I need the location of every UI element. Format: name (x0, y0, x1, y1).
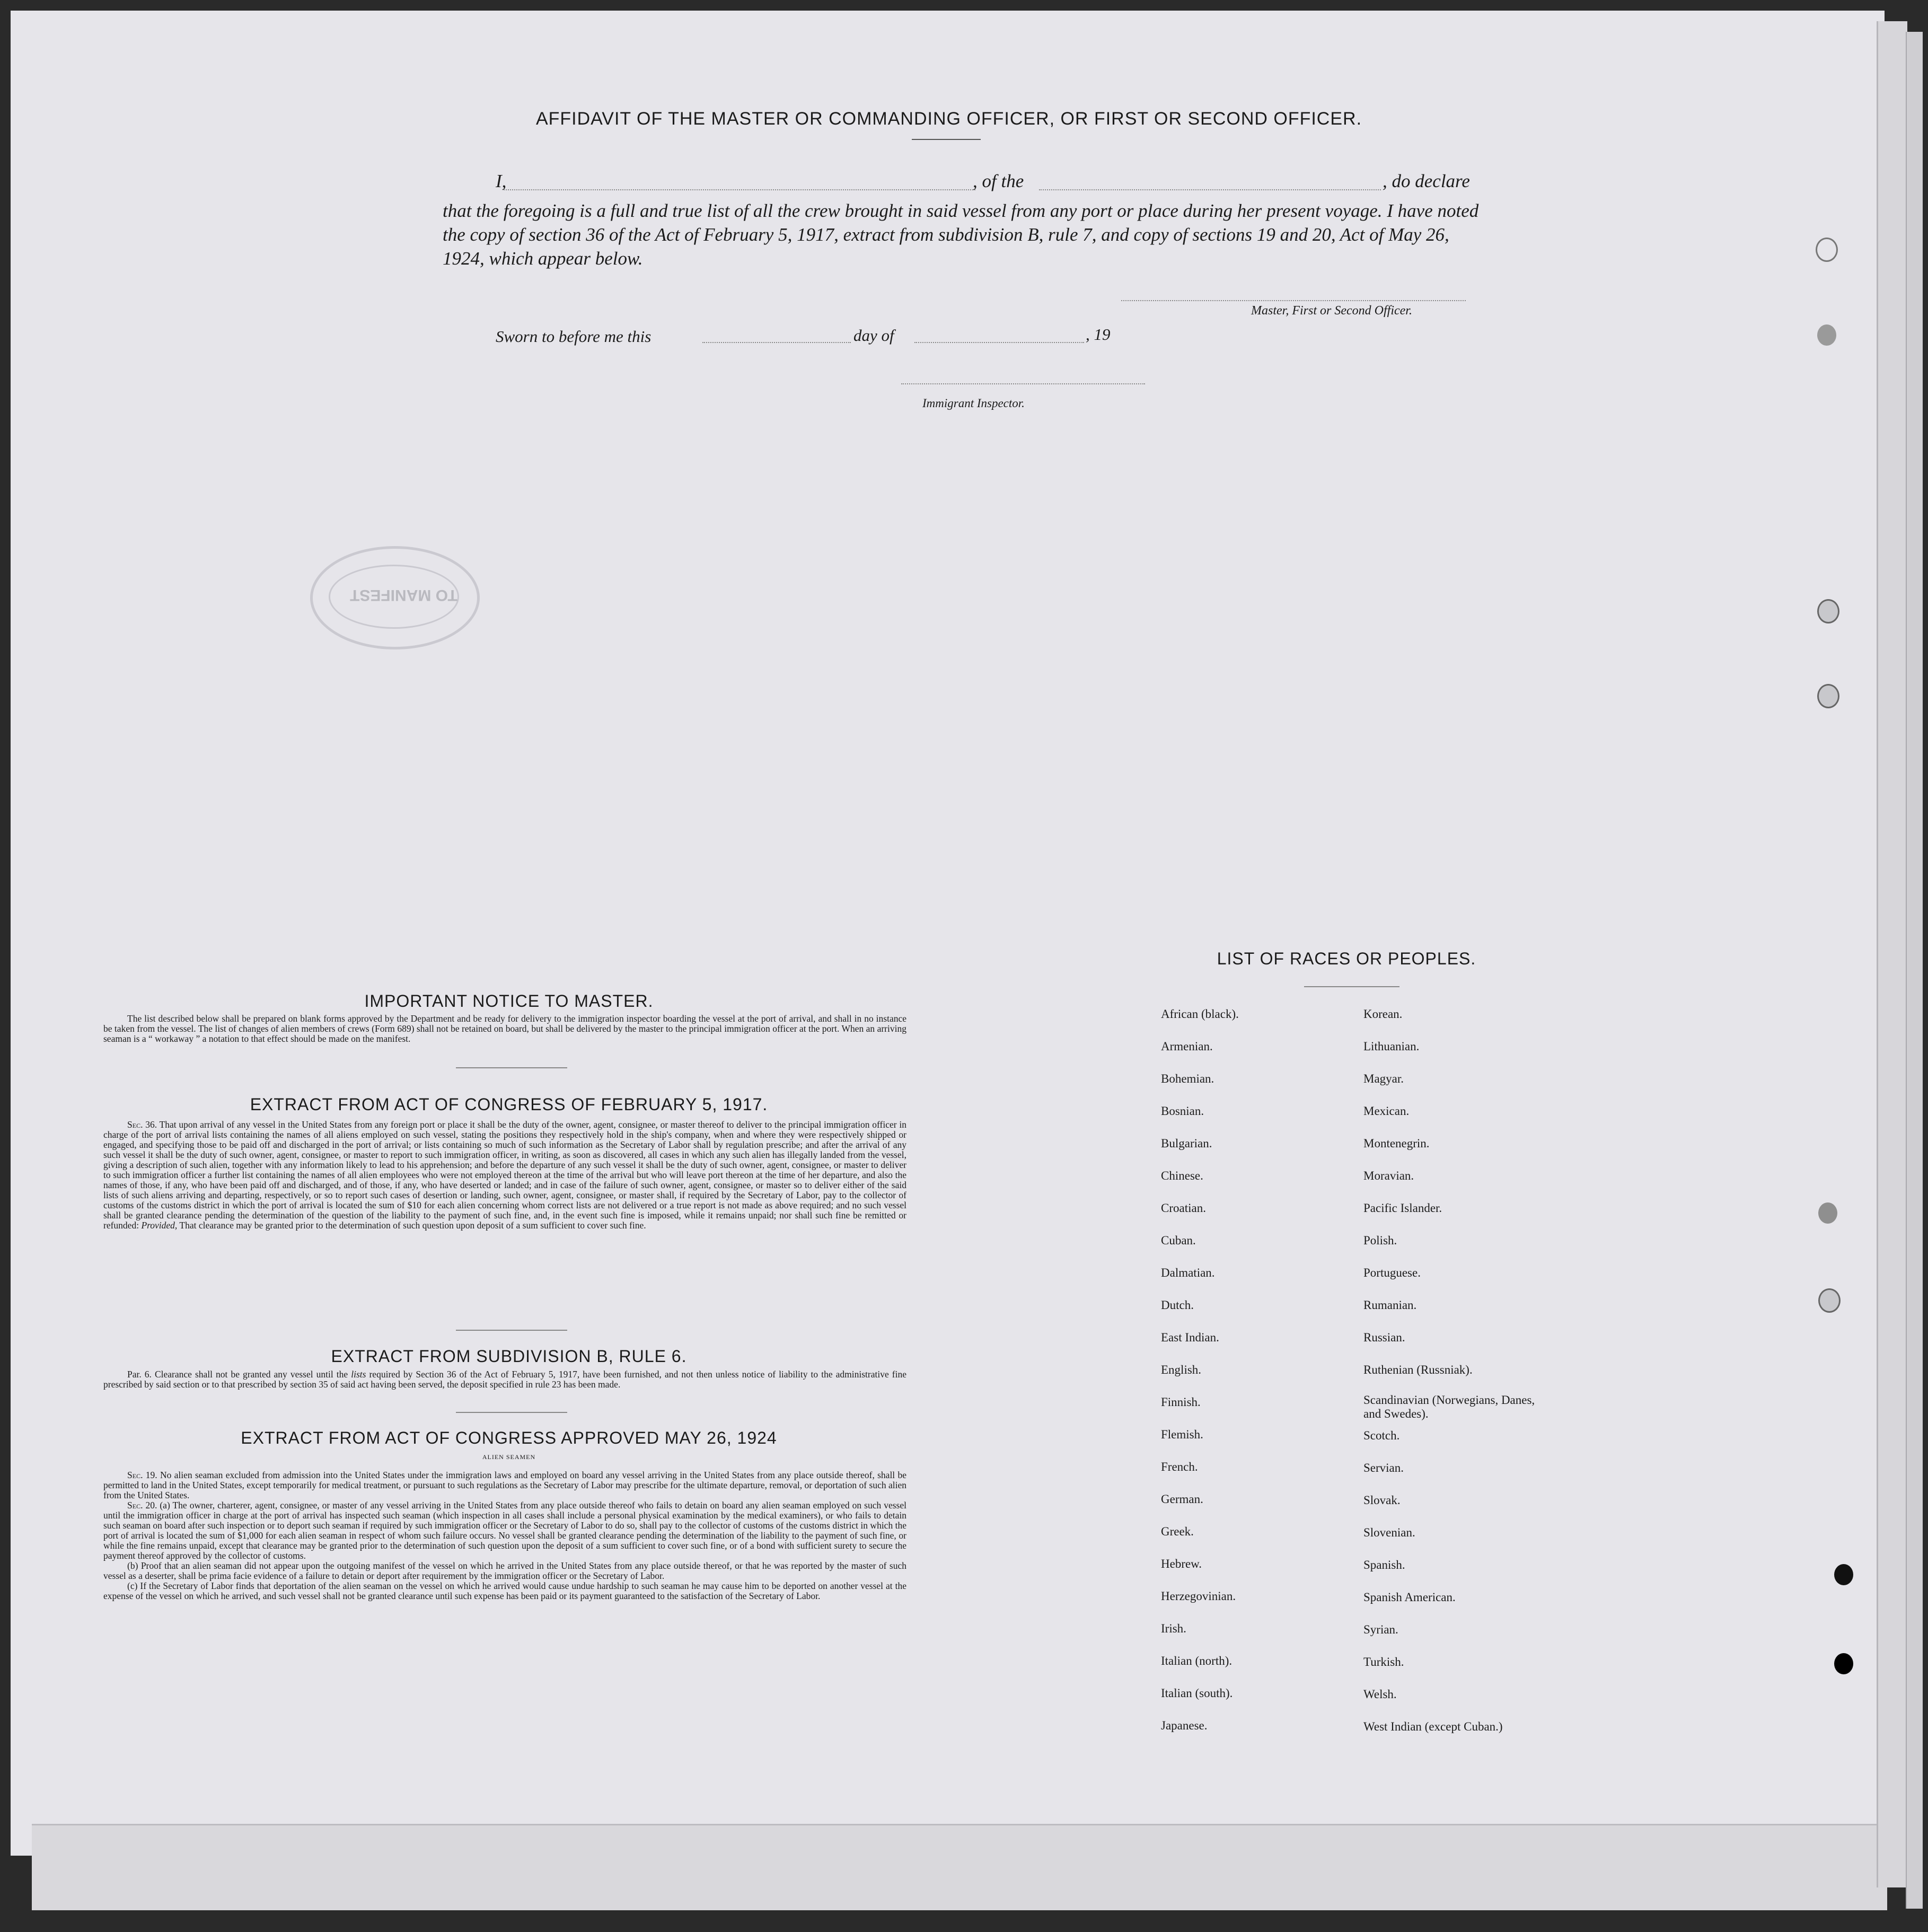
sworn-day-blank[interactable] (702, 342, 851, 343)
race-item: Polish. (1363, 1234, 1397, 1247)
declaration-line (443, 171, 1487, 195)
extract-1924-title: EXTRACT FROM ACT OF CONGRESS APPROVED MAY 26, 1924 (241, 1428, 777, 1447)
race-item: French. (1161, 1460, 1198, 1473)
binding-hole (1817, 684, 1839, 708)
race-item: Servian. (1363, 1461, 1404, 1474)
divider (1304, 986, 1399, 987)
race-item: Bosnian. (1161, 1104, 1204, 1118)
binding-hole (1818, 1202, 1837, 1224)
race-item: Bulgarian. (1161, 1137, 1212, 1150)
of-the-label: , of the (973, 171, 1024, 191)
race-item: Slovak. (1363, 1494, 1401, 1507)
race-item: Syrian. (1363, 1623, 1398, 1636)
proviso-text: That clearance may be granted prior to the determination of such question upon deposit of a sum sufficient to cover such fine. (179, 1220, 646, 1231)
extract-1917-body (103, 1120, 906, 1231)
binding-hole (1817, 324, 1836, 346)
race-item: Scotch. (1363, 1429, 1400, 1442)
i-label: I, (496, 171, 507, 191)
sec-36-label: Sec. 36. (127, 1119, 157, 1130)
affidavit-title: AFFIDAVIT OF THE MASTER OR COMMANDING OFFICER, OR FIRST OR SECOND OFFICER. (535, 109, 1362, 129)
extract-1917-title: EXTRACT FROM ACT OF CONGRESS OF FEBRUARY 5, 1917. (250, 1095, 768, 1114)
divider (456, 1330, 567, 1331)
signature-caption: Master, First or Second Officer. (1251, 304, 1412, 318)
manifest-stamp (310, 546, 480, 649)
races-title: LIST OF RACES OR PEOPLES. (1217, 949, 1476, 968)
race-item: Moravian. (1363, 1169, 1414, 1182)
sec-19-text: No alien seaman excluded from admission into the United States under the immigration laws and employed on board any vessel arriving in the United States from any place outside thereof, shall be permitted to land in the United States, except temporarily for medical treatment, or pursuant to such regulations as the Secretary of Labor may prescribe for the ultimate departure, removal, or deportation of such alien from the United States. (103, 1470, 906, 1500)
race-item: East Indian. (1161, 1331, 1219, 1344)
race-item: Herzegovinian. (1161, 1589, 1236, 1603)
sec-20a-text: (a) The owner, charterer, agent, consignee, or master of any vessel arriving in the United States from any place outside thereof who fails to detain on board any alien seaman employed on such vessel until the immigration officer in charge at the port of arrival has inspected such seaman (which inspection in all cases shall include a personal physical examination by the medical examiners), or who fails to detain such seaman on board after such inspection or to deport such seaman if required by such immigration officer or the Secretary of Labor to do so, shall pay to the collector of customs of the customs district in which the port of arrival is located the sum of $1,000 for each alien seaman in respect of whom such failure occurs. No vessel shall be granted clearance pending the determination of the liability to the payment of such fine, or while the fine remains unpaid, except that clearance may be granted prior to the determination of such question upon the deposit of a sum sufficient to cover such fine, or of a bond with sufficient surety to secure the payment thereof approved by the collector of customs. (103, 1500, 906, 1561)
extract-1924-body (103, 1470, 906, 1601)
race-item: Dutch. (1161, 1298, 1194, 1312)
inspector-signature-blank[interactable] (901, 383, 1145, 384)
sec-36-text: That upon arrival of any vessel in the United States from any foreign port or place it shall be the duty of the owner, agent, consignee, or master thereof to deliver to the principal immigration officer in charge of the port of arrival lists containing the names of all aliens employed on such vessel, stating the positions they respectively hold in the ship's company, when and where they were respectively shipped or engaged, and specifying those to be paid off and discharged in the port of arrival; or lists containing so much of such information as the Secretary of Labor shall by regulation prescribe; and after the arrival of any such vessel it shall be the duty of such owner, agent, consignee, or master to report to such immigration officer, in writing, as soon as discovered, all cases in which any such alien has illegally landed from the vessel, giving a description of such alien, together with any information likely to lead to his apprehension; and before the departure of any such vessel it shall be the duty of such owner, agent, consignee, or master to deliver to such immigration officer a further list containing the names of all alien employees who were not employed thereon at the time of the arrival but who will leave port thereon at the time of her departure, and also the names of those, if any, who have been paid off and discharged, and of those, if any, who have deserted or landed; and in case of the failure of such owner, agent, consignee, or master so to deliver either of the said lists of such aliens arriving and departing, respectively, or so to report such cases of desertion or landing, such owner, agent, consignee, or master shall, if required by the Secretary of Labor, pay to the collector of customs of the customs district in which the port of arrival is located the sum of $10 for each alien concerning whom correct lists are not delivered or a true report is not made as above required; and no such vessel shall be granted clearance pending the determination of the question of the liability to the payment of such fine, and, in the event such fine is imposed, while it remains unpaid; nor shall such fine be remitted or refunded: (103, 1119, 906, 1231)
race-item: Portuguese. (1363, 1266, 1421, 1279)
race-item: Lithuanian. (1363, 1040, 1420, 1053)
race-item: Chinese. (1161, 1169, 1203, 1182)
race-item: Irish. (1161, 1622, 1186, 1635)
divider (912, 139, 981, 140)
race-item: Greek. (1161, 1525, 1194, 1538)
page-edge-bottom (32, 1824, 1887, 1910)
sec-19-label: Sec. 19. (127, 1470, 157, 1480)
race-item: African (black). (1161, 1007, 1239, 1021)
race-item: Cuban. (1161, 1234, 1196, 1247)
affidavit-statement: that the foregoing is a full and true list of all the crew brought in said vessel from any port or place during her present voyage. I have noted the copy of section 36 of the Act of February 5, 1917, extract from subdivision B, rule 7, and copy of sections 19 and 20, Act of May 26, 1924, which appear below. (443, 200, 1479, 269)
notice-body: The list described below shall be prepared on blank forms approved by the Department and be ready for delivery to the immigration inspector boarding the vessel at the port of arrival, and shall in no instance be taken from the vessel. The list of changes of alien members of crews (Form 689) shall not be retained on board, but shall be delivered by the master to the principal immigration officer at the port. When an arriving seaman is a “ workaway ” a notation to that effect should be made on the manifest. (103, 1013, 906, 1044)
race-item: Bohemian. (1161, 1072, 1214, 1085)
race-item: Scandinavian (Norwegians, Danes, and Swedes). (1363, 1393, 1535, 1420)
race-item: Slovenian. (1363, 1526, 1415, 1539)
race-item: Italian (south). (1161, 1687, 1233, 1700)
race-item: Magyar. (1363, 1072, 1404, 1085)
binding-hole (1834, 1564, 1853, 1585)
notice-title: IMPORTANT NOTICE TO MASTER. (364, 991, 654, 1011)
proviso-label: Provided, (141, 1220, 178, 1231)
divider (456, 1412, 567, 1413)
race-item: Italian (north). (1161, 1654, 1232, 1667)
divider (456, 1067, 567, 1068)
sworn-label: Sworn to before me this (496, 327, 652, 346)
race-item: West Indian (except Cuban.) (1363, 1720, 1503, 1733)
race-item: Dalmatian. (1161, 1266, 1215, 1279)
page-edge-right (1877, 21, 1907, 1887)
month-blank[interactable] (914, 342, 1084, 343)
sec-20b-paragraph: (b) Proof that an alien seaman did not appear upon the outgoing manifest of the vessel on which he arrived in the United States from any place outside thereof, or that he was reported by the master of such vessel as a deserter, shall be prima facie evidence of a failure to detain or deport after requirement by the immigration officer or the Secretary of Labor. (103, 1560, 906, 1581)
rule6-text-a: Par. 6. Clearance shall not be granted any vessel until the (127, 1369, 348, 1380)
race-item: Pacific Islander. (1363, 1201, 1442, 1215)
extract-rule6-body (103, 1369, 906, 1390)
race-item: Croatian. (1161, 1201, 1206, 1215)
race-item: Korean. (1363, 1007, 1403, 1021)
page-edge-right-outer (1906, 32, 1923, 1909)
race-item: Russian. (1363, 1331, 1405, 1344)
sec-20c-paragraph: (c) If the Secretary of Labor finds that deportation of the alien seaman on the vessel on which he arrived would cause undue hardship to such seaman he may cause him to be deported on another vessel at the expense of the vessel on which he arrived, and such vessel shall not be granted clearance until such expense has been paid or its payment guaranteed to the satisfaction of the Secretary of Labor. (103, 1580, 906, 1601)
vessel-blank[interactable] (1039, 189, 1381, 190)
race-item: Japanese. (1161, 1719, 1208, 1732)
rule6-text-b: required by Section 36 of the Act of February 5, 1917, have been furnished, and not then unless notice of liability to the administrative fine prescribed by said section or to that prescribed by section 35 of said act having been served, the deposit specified in rule 23 has been made. (103, 1369, 907, 1390)
race-item: Spanish. (1363, 1558, 1405, 1571)
race-item: Spanish American. (1363, 1591, 1456, 1604)
race-item: Armenian. (1161, 1040, 1213, 1053)
name-blank[interactable] (504, 189, 975, 190)
sec-20-label: Sec. 20. (127, 1500, 157, 1511)
race-item: English. (1161, 1363, 1202, 1376)
binding-hole (1817, 599, 1839, 623)
binding-hole (1818, 1288, 1841, 1313)
race-item: Mexican. (1363, 1104, 1410, 1118)
extract-rule6-title: EXTRACT FROM SUBDIVISION B, RULE 6. (331, 1347, 687, 1366)
lists-word: lists (351, 1369, 366, 1380)
race-item: German. (1161, 1492, 1203, 1506)
race-item: Montenegrin. (1363, 1137, 1430, 1150)
race-item: Welsh. (1363, 1688, 1397, 1701)
binding-hole (1834, 1653, 1853, 1674)
sec-20a-paragraph (103, 1500, 906, 1561)
race-item: Hebrew. (1161, 1557, 1202, 1570)
day-of-label: day of (853, 326, 894, 345)
race-item: Finnish. (1161, 1395, 1201, 1409)
binding-hole (1816, 238, 1838, 262)
stamp-text: TO MANIFEST (350, 586, 457, 604)
race-item: Rumanian. (1363, 1298, 1417, 1312)
extract-1924-subtitle: ALIEN SEAMEN (482, 1453, 536, 1461)
race-item: Turkish. (1363, 1655, 1404, 1668)
year-label: , 19 (1086, 325, 1111, 344)
inspector-caption: Immigrant Inspector. (922, 397, 1025, 410)
do-declare-label: , do declare (1383, 171, 1470, 191)
race-item: Ruthenian (Russniak). (1363, 1363, 1473, 1376)
sec-19-paragraph (103, 1470, 906, 1500)
signature-blank[interactable] (1121, 300, 1466, 301)
race-item: Flemish. (1161, 1428, 1203, 1441)
